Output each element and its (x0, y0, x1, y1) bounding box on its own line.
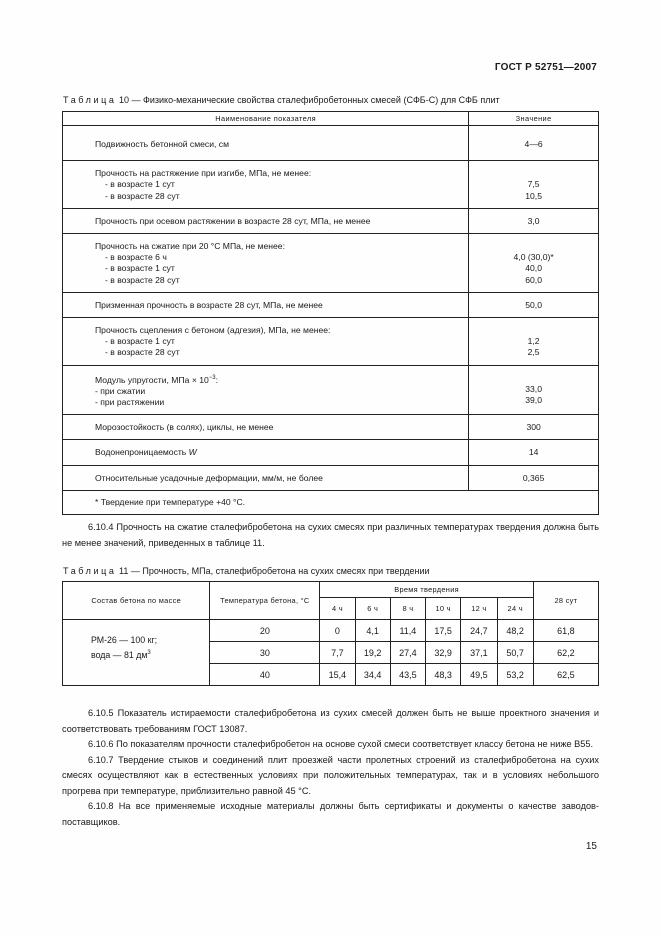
row-name: Призменная прочность в возрасте 28 сут, МПа, не менее (63, 292, 469, 317)
row-value (469, 161, 599, 209)
composition-cell (63, 620, 210, 686)
time-col: 10 ч (426, 598, 461, 620)
table10-footnote-row (63, 490, 599, 514)
paragraph-6-10-4: 6.10.4 Прочность на сжатие сталефибробетона на сухих смесях при различных температурах твердения должна быть не менее значений, приведенных в таблице 11. (62, 522, 599, 548)
value: 1,2 (527, 336, 540, 347)
table10-col-name: Наименование показателя (63, 112, 469, 126)
composition-line: РМ-26 — 100 кг; (91, 635, 158, 645)
table10-caption (63, 95, 500, 105)
row-name (63, 365, 469, 414)
table11-caption (63, 566, 430, 576)
exponent: −3 (208, 374, 216, 381)
value-cell: 0 (320, 620, 355, 642)
row-sub: - в возрасте 28 сут (105, 347, 180, 358)
row-value: 50,0 (469, 292, 599, 317)
table-row (63, 292, 599, 317)
page-number: 15 (585, 841, 597, 852)
table10-caption-prefix: Таблица (63, 95, 117, 105)
table11-col-time-group: Время твердения (320, 582, 534, 598)
row-name: Относительные усадочные деформации, мм/м, не более (63, 465, 469, 490)
value-cell: 43,5 (390, 664, 425, 686)
table-row (63, 161, 599, 209)
value-cell: 19,2 (355, 642, 390, 664)
value-cell: 15,4 (320, 664, 355, 686)
table-row (63, 365, 599, 414)
table-row (63, 126, 599, 161)
table11-col-temperature: Температура бетона, °С (210, 582, 320, 620)
paragraph-6-10-6: 6.10.6 По показателям прочности сталефибробетон на основе сухой смеси соответствует классу бетона не ниже В55. (88, 739, 594, 749)
table11 (62, 581, 599, 686)
row-title-text: Водонепроницаемость (95, 447, 189, 458)
row-sub: - в возрасте 28 сут (105, 274, 180, 285)
paragraph-6-10-7: 6.10.7 Твердение стыков и соединений плит проезжей части пролетных строений из сталефибробетона на сухих смесях осуществляют как в естественных условиях при положительных температурах, так и в условиях небольшого прогрева при температуре, приблизительно равной 45 °С. (62, 754, 599, 796)
row-value: 3,0 (469, 208, 599, 233)
row-value (469, 318, 599, 366)
value-cell: 49,5 (461, 664, 497, 686)
value: 33,0 (525, 383, 542, 394)
value: 10,5 (525, 190, 542, 201)
row-value: 4—6 (469, 126, 599, 161)
table11-col-28d: 28 сут (533, 582, 598, 620)
value-cell: 4,1 (355, 620, 390, 642)
time-col: 12 ч (461, 598, 497, 620)
row-title-italic: W (188, 447, 197, 458)
row-name: Прочность при осевом растяжении в возрасте 28 сут, МПа, не менее (63, 208, 469, 233)
value: 40,0 (525, 263, 542, 274)
temp-cell: 30 (210, 642, 320, 664)
row-value: 0,365 (469, 465, 599, 490)
time-col: 4 ч (320, 598, 355, 620)
value: 7,5 (527, 179, 540, 190)
row-title: Прочность на растяжение при изгибе, МПа, не менее: (95, 168, 312, 179)
table-row (63, 318, 599, 366)
table-row (63, 440, 599, 465)
table-row (63, 234, 599, 293)
row-sub: - в возрасте 28 сут (105, 190, 180, 201)
value-cell: 7,7 (320, 642, 355, 664)
document-code: ГОСТ Р 52751—2007 (494, 62, 597, 73)
table-row (63, 208, 599, 233)
table10-caption-text: 10 — Физико-механические свойства сталефибробетонных смесей (СФБ-С) для СФБ плит (116, 95, 500, 105)
row-sub: - в возрасте 1 сут (105, 336, 175, 347)
value-cell: 11,4 (390, 620, 425, 642)
row-title (95, 373, 462, 386)
row-name (63, 161, 469, 209)
row-title: Прочность на сжатие при 20 °С МПа, не менее: (95, 241, 285, 252)
row-name: Подвижность бетонной смеси, см (63, 126, 469, 161)
row-value: 14 (469, 440, 599, 465)
value-cell: 50,7 (497, 642, 533, 664)
row-value (469, 234, 599, 293)
time-col: 6 ч (355, 598, 390, 620)
table11-caption-text: 11 — Прочность, МПа, сталефибробетона на сухих смесях при твердении (116, 566, 430, 576)
body-paragraphs (62, 706, 599, 830)
value-cell: 53,2 (497, 664, 533, 686)
temp-cell: 40 (210, 664, 320, 686)
row-sub: - при сжатии (95, 385, 146, 396)
value-cell: 34,4 (355, 664, 390, 686)
table10 (62, 111, 599, 515)
value: 39,0 (525, 395, 542, 406)
table10-footnote: * Твердение при температуре +40 °С. (63, 490, 599, 514)
row-name (63, 318, 469, 366)
value-cell: 62,2 (533, 642, 598, 664)
table10-header-row (63, 112, 599, 126)
temp-cell: 20 (210, 620, 320, 642)
table11-col-composition: Состав бетона по массе (63, 582, 210, 620)
value-cell: 24,7 (461, 620, 497, 642)
time-col: 8 ч (390, 598, 425, 620)
value-cell: 32,9 (426, 642, 461, 664)
paragraph-6-10-5: 6.10.5 Показатель истираемости сталефибробетона из сухих смесей должен быть не выше проектного значения и соответствовать требованиям ГОСТ 13087. (62, 708, 599, 734)
time-col: 24 ч (497, 598, 533, 620)
composition-text: вода — 81 дм (91, 649, 148, 660)
value-cell: 48,2 (497, 620, 533, 642)
value-cell: 37,1 (461, 642, 497, 664)
row-name (63, 440, 469, 465)
value-cell: 61,8 (533, 620, 598, 642)
row-title: Прочность сцепления с бетоном (адгезия), МПа, не менее: (95, 325, 331, 336)
row-sub: - при растяжении (95, 396, 165, 407)
value-cell: 48,3 (426, 664, 461, 686)
paragraph-6-10-8: 6.10.8 На все применяемые исходные материалы должны быть сертификаты и документы о качестве заводов-поставщиков. (62, 801, 599, 827)
value-cell: 17,5 (426, 620, 461, 642)
row-value: 300 (469, 415, 599, 440)
table11-header-row (63, 582, 599, 598)
row-title-text: Модуль упругости, МПа × 10 (95, 374, 209, 385)
value: 60,0 (525, 274, 542, 285)
row-sub: - в возрасте 1 сут (105, 179, 175, 190)
composition-line (91, 647, 209, 662)
row-sub: - в возрасте 6 ч (105, 252, 167, 263)
row-name (63, 234, 469, 293)
row-value (469, 365, 599, 414)
value-cell: 27,4 (390, 642, 425, 664)
row-title-suffix: : (215, 374, 219, 385)
exponent: 3 (147, 650, 151, 656)
table-row (63, 465, 599, 490)
row-sub: - в возрасте 1 сут (105, 263, 175, 274)
table-row (63, 415, 599, 440)
table11-caption-prefix: Таблица (63, 566, 117, 576)
table10-col-value: Значение (469, 112, 599, 126)
value: 4,0 (30,0)* (513, 252, 554, 263)
value: 2,5 (527, 347, 540, 358)
table-row (63, 620, 599, 642)
row-name: Морозостойкость (в солях), циклы, не менее (63, 415, 469, 440)
value-cell: 62,5 (533, 664, 598, 686)
